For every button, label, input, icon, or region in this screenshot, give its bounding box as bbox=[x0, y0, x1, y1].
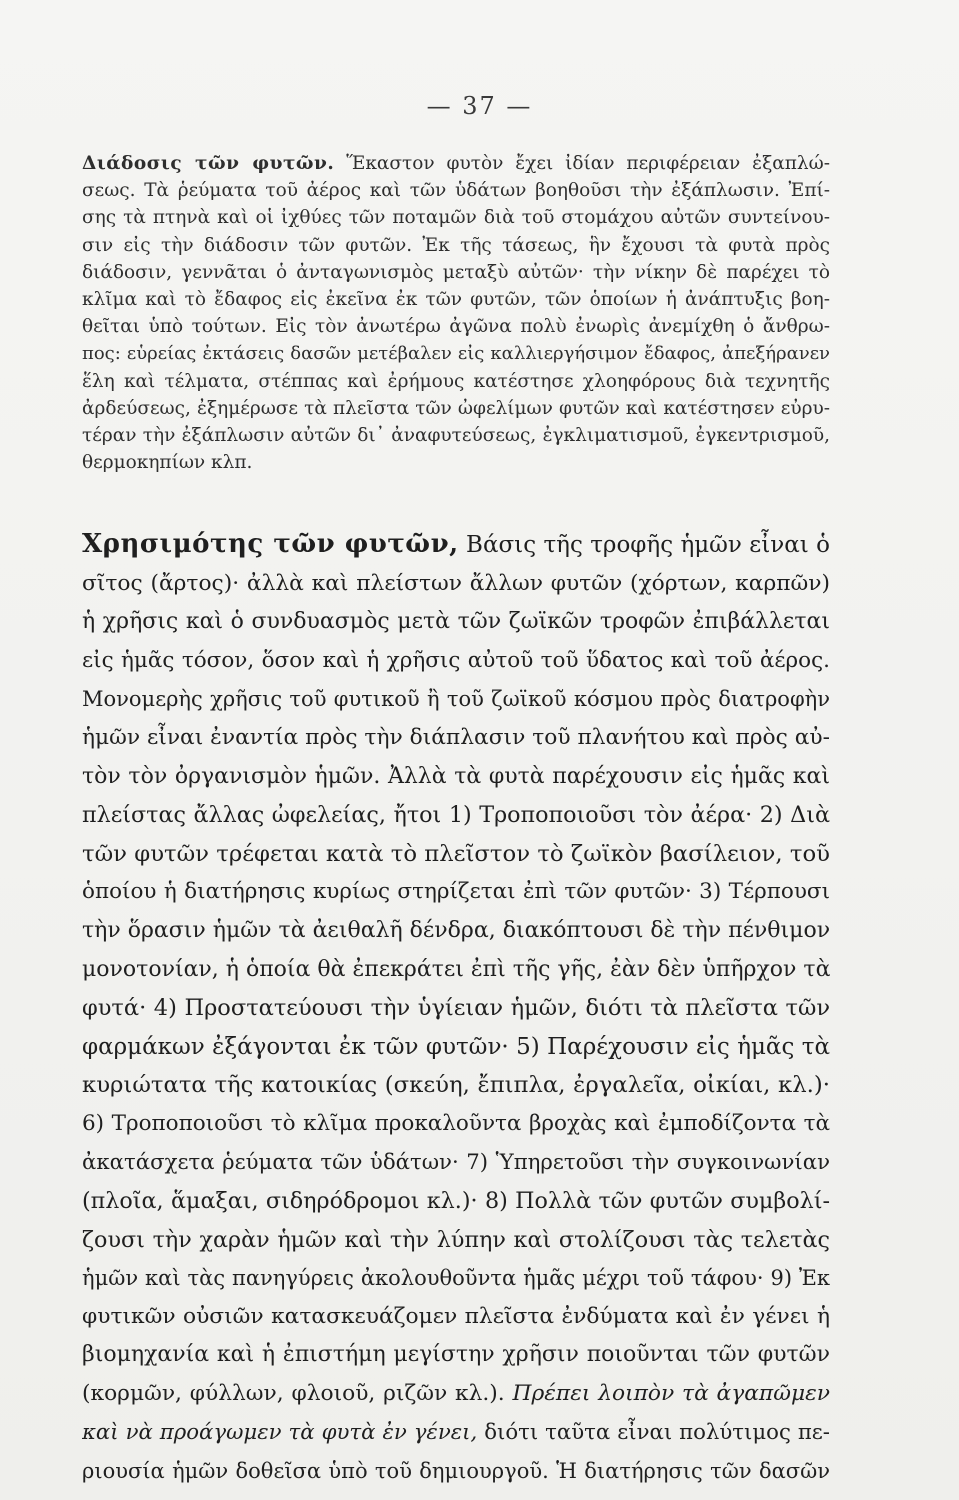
text-line: σῖτος (ἄρτος)· ἀλλὰ καὶ πλείστων ἄλλων φυτῶν (χόρτων, καρπῶν) bbox=[82, 570, 830, 596]
text-line: κλῖμα καὶ τὸ ἔδαφος εἰς ἐκεῖνα ἐκ τῶν φυτῶν, τῶν ὁποίων ἡ ἀνάπτυξις βοη- bbox=[82, 289, 830, 311]
text-line: τῶν φυτῶν τρέφεται κατὰ τὸ πλεῖστον τὸ ζωϊκὸν βασίλειον, τοῦ bbox=[82, 840, 830, 867]
text-line: πλείστας ἄλλας ὠφελείας, ἤτοι 1) Τροποποιοῦσι τὸν ἀέρα· 2) Διὰ bbox=[82, 802, 830, 829]
text-line: σεως. Τὰ ῥεύματα τοῦ ἀέρος καὶ τῶν ὑδάτων βοηθοῦσι τὴν ἐξάπλωσιν. Ἐπί- bbox=[82, 180, 830, 202]
text-line: καὶ νὰ προάγωμεν τὰ φυτὰ ἐν γένει, διότι ταῦτα εἶναι πολύτιμος πε- bbox=[82, 1419, 830, 1445]
text-line: μονοτονίαν, ἡ ὁποία θὰ ἐπεκράτει ἐπὶ τῆς γῆς, ἐὰν δὲν ὑπῆρχον τὰ bbox=[82, 956, 830, 982]
text-line: 6) Τροποποιοῦσι τὸ κλῖμα προκαλοῦντα βροχὰς καὶ ἐμποδίζοντα τὰ bbox=[82, 1110, 830, 1136]
section-heading: Χρησιμότης τῶν φυτῶν, bbox=[82, 529, 459, 559]
text-line: ἡ χρῆσις καὶ ὁ συνδυασμὸς μετὰ τῶν ζωϊκῶν τροφῶν ἐπιβάλλεται bbox=[82, 609, 830, 635]
text-line: ἀρδεύσεως, ἐξημέρωσε τὰ πλεῖστα τῶν ὠφελίμων φυτῶν καὶ κατέστησεν εὐρυ- bbox=[82, 397, 830, 419]
text-line: πος: εὑρείας ἐκτάσεις δασῶν μετέβαλεν εἰς καλλιεργήσιμον ἔδαφος, ἀπεξήρανεν bbox=[82, 343, 830, 365]
text-line: τὴν ὅρασιν ἡμῶν τὰ ἀειθαλῆ δένδρα, διακόπτουσι δὲ τὴν πένθιμον bbox=[82, 917, 830, 943]
text-line: φαρμάκων ἐξάγονται ἐκ τῶν φυτῶν· 5) Παρέχουσιν εἰς ἡμᾶς τὰ bbox=[82, 1033, 830, 1060]
text-line: φυτικῶν οὐσιῶν κατασκευάζομεν πλεῖστα ἐνδύματα καὶ ἐν γένει ἡ bbox=[82, 1303, 830, 1329]
text-line: θερμοκηπίων κλπ. bbox=[82, 452, 253, 474]
text-line: φυτά· 4) Προστατεύουσι τὴν ὑγίειαν ἡμῶν, διότι τὰ πλεῖστα τῶν bbox=[82, 995, 830, 1022]
text-line: τέραν τὴν ἐξάπλωσιν αὐτῶν δι᾽ ἀναφυτεύσεως, ἐγκλιματισμοῦ, ἐγκεντρισμοῦ, bbox=[82, 425, 830, 447]
text-line: τὸν τὸν ὀργανισμὸν ἡμῶν. Ἀλλὰ τὰ φυτὰ παρέχουσιν εἰς ἡμᾶς καὶ bbox=[82, 763, 830, 789]
text-line: σιν εἰς τὴν διάδοσιν τῶν φυτῶν. Ἐκ τῆς τάσεως, ἣν ἔχουσι τὰ φυτὰ πρὸς bbox=[82, 234, 830, 256]
text-line: ἕλη καὶ τέλματα, στέππας καὶ ἐρήμους κατέστησε χλοηφόρους διὰ τεχνητῆς bbox=[82, 370, 830, 392]
text-line: διάδοσιν, γεννᾶται ὁ ἀνταγωνισμὸς μεταξὺ αὐτῶν· τὴν νίκην δὲ παρέχει τὸ bbox=[82, 261, 830, 283]
text-line: (κορμῶν, φύλλων, φλοιοῦ, ριζῶν κλ.). Πρέπει λοιπὸν τὰ ἀγαπῶμεν bbox=[82, 1381, 830, 1407]
paragraph-plant-distribution bbox=[82, 150, 830, 476]
text-line: ὁποίου ἡ διατήρησις κυρίως στηρίζεται ἐπὶ τῶν φυτῶν· 3) Τέρπουσι bbox=[82, 879, 830, 905]
text-line: θεῖται ὑπὸ τούτων. Εἰς τὸν ἀνωτέρω ἀγῶνα πολὺ ἐνωρὶς ἀνεμίχθη ὁ ἄνθρω- bbox=[82, 316, 830, 338]
paragraph-plant-usefulness bbox=[82, 525, 830, 1491]
text-line: ἀκατάσχετα ῥεύματα τῶν ὑδάτων· 7) Ὑπηρετοῦσι τὴν συγκοινωνίαν bbox=[82, 1149, 830, 1175]
text-line: Χρησιμότης τῶν φυτῶν, Βάσις τῆς τροφῆς ἡμῶν εἶναι ὁ bbox=[82, 529, 830, 559]
text-line: σης τὰ πτηνὰ καὶ οἱ ἰχθύες τῶν ποταμῶν διὰ τοῦ στομάχου αὐτῶν συντείνου- bbox=[82, 207, 830, 229]
text-line: κυριώτατα τῆς κατοικίας (σκεύη, ἔπιπλα, ἐργαλεῖα, οἰκίαι, κλ.)· bbox=[82, 1072, 830, 1099]
text-line: ἡμῶν καὶ τὰς πανηγύρεις ἀκολουθοῦντα ἡμᾶς μέχρι τοῦ τάφου· 9) Ἐκ bbox=[82, 1266, 830, 1291]
text-line: βιομηχανία καὶ ἡ ἐπιστήμη μεγίστην χρῆσιν ποιοῦνται τῶν φυτῶν bbox=[82, 1342, 830, 1368]
text-line: (πλοῖα, ἅμαξαι, σιδηρόδρομοι κλ.)· 8) Πολλὰ τῶν φυτῶν συμβολί- bbox=[82, 1188, 830, 1215]
italic-exhortation: Πρέπει λοιπὸν τὰ ἀγαπῶμεν bbox=[512, 1381, 830, 1407]
text-line: εἰς ἡμᾶς τόσον, ὅσον καὶ ἡ χρῆσις αὐτοῦ τοῦ ὕδατος καὶ τοῦ ἀέρος. bbox=[82, 647, 830, 673]
text-line: ζουσι τὴν χαρὰν ἡμῶν καὶ τὴν λύπην καὶ στολίζουσι τὰς τελετὰς bbox=[82, 1226, 830, 1253]
italic-exhortation: καὶ νὰ προάγωμεν τὰ φυτὰ ἐν γένει, bbox=[82, 1419, 478, 1445]
text-line: ἡμῶν εἶναι ἐναντία πρὸς τὴν διάπλασιν τοῦ πλανήτου καὶ πρὸς αὐ- bbox=[82, 724, 830, 750]
text-line: Μονομερὴς χρῆσις τοῦ φυτικοῦ ἢ τοῦ ζωϊκοῦ κόσμου πρὸς διατροφὴν bbox=[82, 687, 830, 712]
text-line: ριουσία ἡμῶν δοθεῖσα ὑπὸ τοῦ δημιουργοῦ. Ἡ διατήρησις τῶν δασῶν bbox=[82, 1459, 830, 1484]
text-line: Διάδοσις τῶν φυτῶν. Ἕκαστον φυτὸν ἔχει ἰδίαν περιφέρειαν ἐξαπλώ- bbox=[82, 153, 830, 174]
page-number: — 37 — bbox=[426, 92, 533, 120]
section-heading: Διάδοσις τῶν φυτῶν. bbox=[82, 153, 335, 174]
